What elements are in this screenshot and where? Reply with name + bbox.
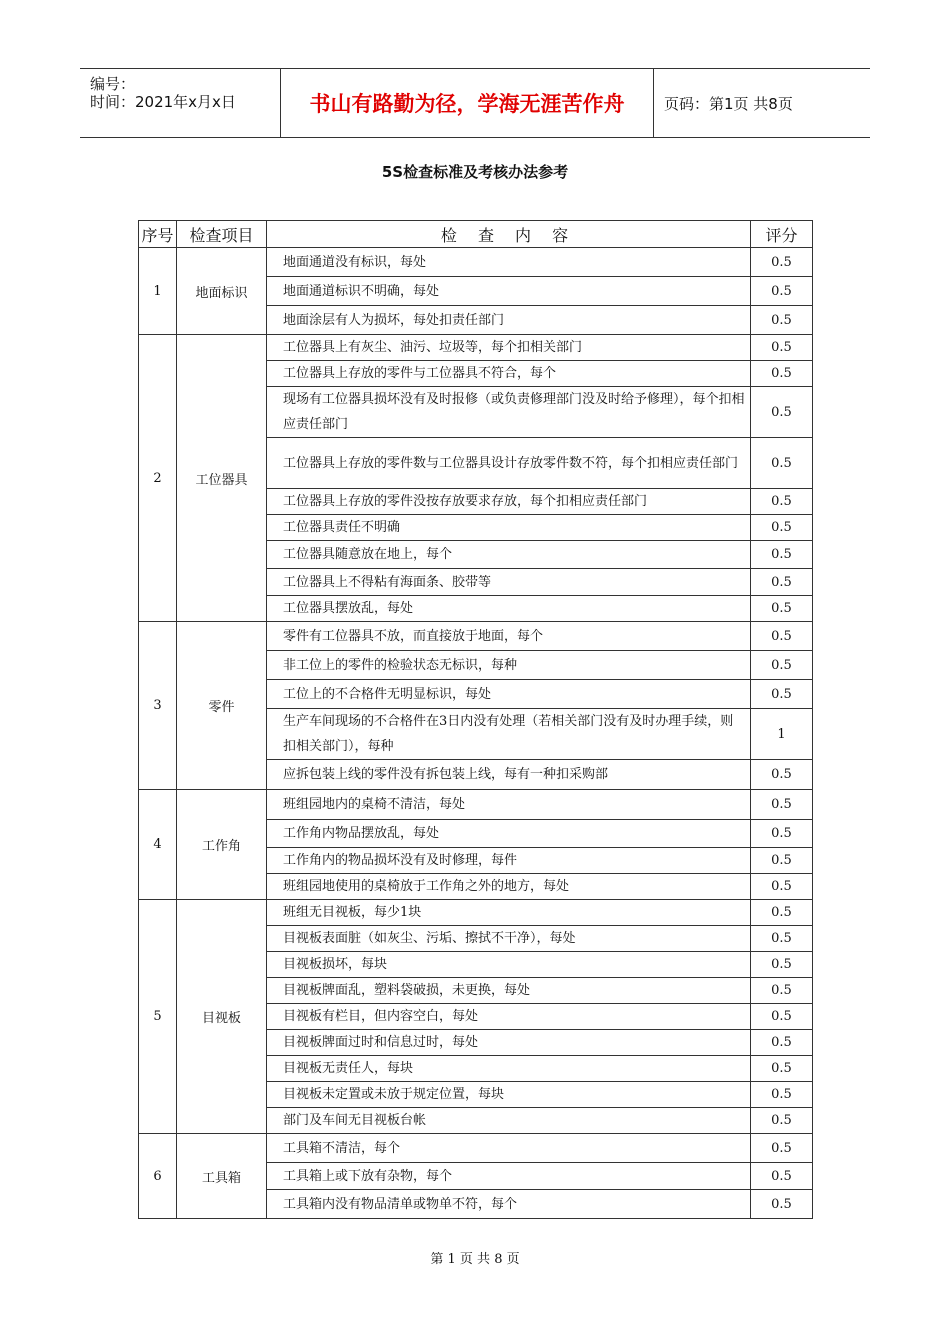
score-cell: 0.5 xyxy=(751,622,813,651)
score-cell: 0.5 xyxy=(751,900,813,926)
check-content-cell: 目视板表面脏（如灰尘、污垢、擦拭不干净），每处 xyxy=(267,926,751,952)
check-content-cell: 地面通道标识不明确，每处 xyxy=(267,277,751,306)
group-item-cell: 工位器具 xyxy=(177,335,267,622)
score-cell: 0.5 xyxy=(751,361,813,387)
check-content-cell: 目视板有栏目，但内容空白，每处 xyxy=(267,1004,751,1030)
score-cell: 0.5 xyxy=(751,680,813,709)
group-item-cell: 目视板 xyxy=(177,900,267,1134)
group-seq-cell: 2 xyxy=(139,335,177,622)
group-item-cell: 地面标识 xyxy=(177,248,267,335)
header-seq: 序号 xyxy=(139,221,177,248)
check-content-cell: 工位器具上存放的零件与工位器具不符合，每个 xyxy=(267,361,751,387)
check-content-cell: 部门及车间无目视板台帐 xyxy=(267,1108,751,1134)
check-content-cell: 工位器具摆放乱，每处 xyxy=(267,596,751,622)
check-content-cell: 目视板牌面过时和信息过时，每处 xyxy=(267,1030,751,1056)
score-cell: 0.5 xyxy=(751,277,813,306)
header-meta xyxy=(80,69,280,137)
check-content-cell: 生产车间现场的不合格件在3日内没有处理（若相关部门没有及时办理手续，则扣相关部门），每种 xyxy=(267,709,751,760)
check-content-cell: 工位器具上存放的零件数与工位器具设计存放零件数不符，每个扣相应责任部门 xyxy=(267,438,751,489)
header-score: 评分 xyxy=(751,221,813,248)
check-content-cell: 工作角内的物品损坏没有及时修理，每件 xyxy=(267,848,751,874)
group-item-cell: 工具箱 xyxy=(177,1134,267,1219)
score-cell: 0.5 xyxy=(751,335,813,361)
score-cell: 0.5 xyxy=(751,952,813,978)
check-content-cell: 工位器具上有灰尘、油污、垃圾等，每个扣相关部门 xyxy=(267,335,751,361)
score-cell: 0.5 xyxy=(751,1056,813,1082)
group-seq-cell: 1 xyxy=(139,248,177,335)
score-cell: 0.5 xyxy=(751,387,813,438)
check-content-cell: 班组园地内的桌椅不清洁，每处 xyxy=(267,790,751,820)
score-cell: 0.5 xyxy=(751,489,813,515)
check-content-cell: 应拆包装上线的零件没有拆包装上线，每有一种扣采购部 xyxy=(267,760,751,790)
document-time-label: 时间：2021年x月x日 xyxy=(90,93,236,111)
table-row xyxy=(139,1134,813,1163)
check-content-cell: 目视板牌面乱，塑料袋破损，未更换，每处 xyxy=(267,978,751,1004)
check-content-cell: 工具箱上或下放有杂物，每个 xyxy=(267,1163,751,1190)
check-content-cell: 目视板未定置或未放于规定位置，每块 xyxy=(267,1082,751,1108)
check-content-cell: 零件有工位器具不放，而直接放于地面，每个 xyxy=(267,622,751,651)
score-cell: 0.5 xyxy=(751,596,813,622)
score-cell: 0.5 xyxy=(751,306,813,335)
group-seq-cell: 6 xyxy=(139,1134,177,1219)
table-header-row xyxy=(139,221,813,248)
check-content-cell: 工位器具责任不明确 xyxy=(267,515,751,541)
table-row xyxy=(139,248,813,277)
check-content-cell: 工位器具随意放在地上，每个 xyxy=(267,541,751,569)
score-cell: 0.5 xyxy=(751,1108,813,1134)
table-row xyxy=(139,335,813,361)
table-row xyxy=(139,790,813,820)
table-row xyxy=(139,900,813,926)
table-row xyxy=(139,622,813,651)
group-seq-cell: 5 xyxy=(139,900,177,1134)
document-number-label: 编号： xyxy=(90,75,136,93)
score-cell: 0.5 xyxy=(751,760,813,790)
group-seq-cell: 4 xyxy=(139,790,177,900)
check-content-cell: 目视板无责任人，每块 xyxy=(267,1056,751,1082)
header-motto: 书山有路勤为径，学海无涯苦作舟 xyxy=(280,69,654,137)
score-cell: 0.5 xyxy=(751,978,813,1004)
header-content: 检 查 内 容 xyxy=(267,221,751,248)
check-content-cell: 地面涂层有人为损坏，每处扣责任部门 xyxy=(267,306,751,335)
check-content-cell: 工具箱不清洁，每个 xyxy=(267,1134,751,1163)
score-cell: 0.5 xyxy=(751,569,813,596)
header-page-info: 页码：第1页 共8页 xyxy=(664,94,793,113)
score-cell: 0.5 xyxy=(751,1004,813,1030)
group-item-cell: 零件 xyxy=(177,622,267,790)
score-cell: 0.5 xyxy=(751,790,813,820)
check-content-cell: 工位器具上不得粘有海面条、胶带等 xyxy=(267,569,751,596)
score-cell: 0.5 xyxy=(751,651,813,680)
check-content-cell: 班组无目视板，每少1块 xyxy=(267,900,751,926)
score-cell: 1 xyxy=(751,709,813,760)
score-cell: 0.5 xyxy=(751,541,813,569)
score-cell: 0.5 xyxy=(751,1134,813,1163)
check-content-cell: 非工位上的零件的检验状态无标识，每种 xyxy=(267,651,751,680)
document-title: 5S检查标准及考核办法参考 xyxy=(381,163,569,181)
score-cell: 0.5 xyxy=(751,1030,813,1056)
group-seq-cell: 3 xyxy=(139,622,177,790)
check-content-cell: 工位器具上存放的零件没按存放要求存放，每个扣相应责任部门 xyxy=(267,489,751,515)
score-cell: 0.5 xyxy=(751,1082,813,1108)
check-content-cell: 班组园地使用的桌椅放于工作角之外的地方，每处 xyxy=(267,874,751,900)
score-cell: 0.5 xyxy=(751,248,813,277)
check-content-cell: 工作角内物品摆放乱，每处 xyxy=(267,820,751,848)
score-cell: 0.5 xyxy=(751,515,813,541)
header-item: 检查项目 xyxy=(177,221,267,248)
score-cell: 0.5 xyxy=(751,820,813,848)
score-cell: 0.5 xyxy=(751,1163,813,1190)
document-header xyxy=(80,68,870,138)
check-content-cell: 目视板损坏，每块 xyxy=(267,952,751,978)
table-body xyxy=(139,248,813,1219)
score-cell: 0.5 xyxy=(751,926,813,952)
check-content-cell: 地面通道没有标识，每处 xyxy=(267,248,751,277)
score-cell: 0.5 xyxy=(751,874,813,900)
check-content-cell: 工具箱内没有物品清单或物单不符，每个 xyxy=(267,1190,751,1219)
page-footer: 第 1 页 共 8 页 xyxy=(430,1252,520,1267)
group-item-cell: 工作角 xyxy=(177,790,267,900)
check-content-cell: 工位上的不合格件无明显标识，每处 xyxy=(267,680,751,709)
score-cell: 0.5 xyxy=(751,848,813,874)
score-cell: 0.5 xyxy=(751,1190,813,1219)
inspection-table xyxy=(138,220,813,1219)
score-cell: 0.5 xyxy=(751,438,813,489)
check-content-cell: 现场有工位器具损坏没有及时报修（或负责修理部门没及时给予修理），每个扣相应责任部门 xyxy=(267,387,751,438)
